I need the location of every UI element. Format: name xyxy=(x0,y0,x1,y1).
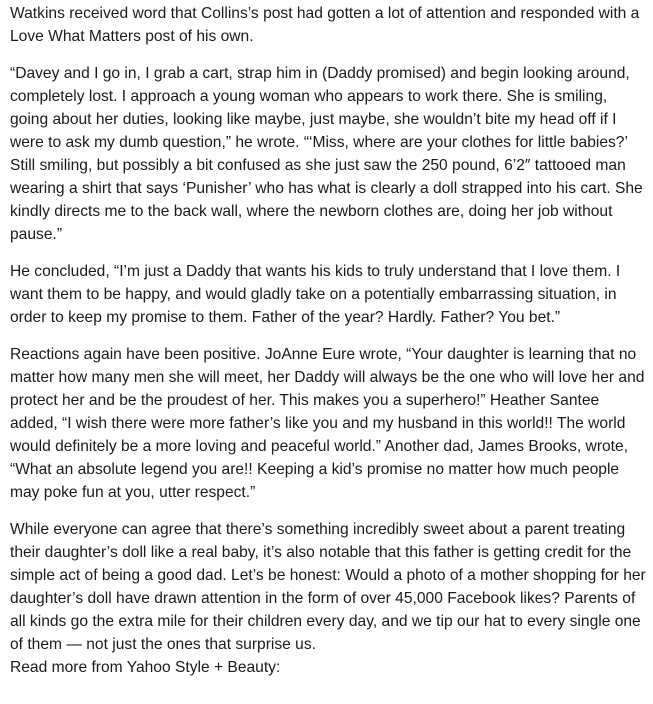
article-paragraph xyxy=(10,518,647,679)
article-paragraph: “Davey and I go in, I grab a cart, strap him in (Daddy promised) and begin looking around, completely lost. I approach a young woman who appears to work there. She is smiling, going about her duties, looking like maybe, just maybe, she wouldn’t bite my head off if I were to ask my dumb question,” he wrote. “‘Miss, where are your clothes for little babies?’ Still smiling, but possibly a bit confused as she just saw the 250 pound, 6’2″ tattooed man wearing a shirt that says ‘Punisher’ who has what is clearly a doll strapped into his cart. She kindly directs me to the back wall, where the newborn clothes are, doing her job without pause.” xyxy=(10,65,643,243)
article-paragraph: He concluded, “I’m just a Daddy that wants his kids to truly understand that I love them. I want them to be happy, and would gladly take on a potentially embarrassing situation, in order to keep my promise to them. Father of the year? Hardly. Father? You bet.” xyxy=(10,263,621,326)
article-paragraph-text: While everyone can agree that there’s something incredibly sweet about a parent treating their daughter’s doll like a real baby, it’s also notable that this father is getting credit for the simple act of being a good dad. Let’s be honest: Would a photo of a mother shopping for her daughter’s doll have drawn attention in the form of over 45,000 Facebook likes? Parents of all kinds go the extra mile for their children every day, and we tip our hat to every single one of them — not just the ones that surprise us. xyxy=(10,521,646,653)
read-more-text: Read more from Yahoo Style + Beauty: xyxy=(10,659,281,676)
article-paragraph: Reactions again have been positive. JoAnne Eure wrote, “Your daughter is learning that no matter how many men she will meet, her Daddy will always be the one who will love her and protect her and be the proudest of her. This makes you a superhero!” Heather Santee added, “I wish there were more father’s like you and my husband in this world!! The world would definitely be a more loving and peaceful world.” Another dad, James Brooks, wrote, “What an absolute legend you are!! Keeping a kid’s promise no matter how much people may poke fun at you, utter respect.” xyxy=(10,346,645,501)
article-paragraph: Watkins received word that Collins’s post had gotten a lot of attention and responded with a Love What Matters post of his own. xyxy=(10,5,640,45)
